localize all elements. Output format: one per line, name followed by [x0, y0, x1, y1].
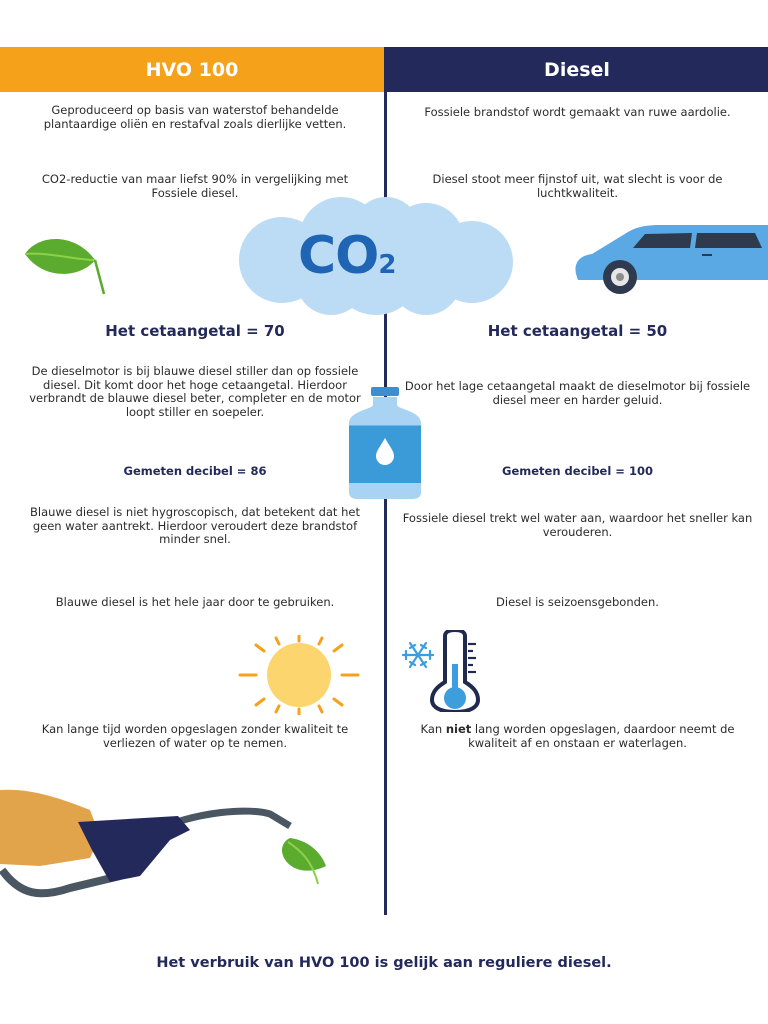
hvo-production-text: Geproduceerd op basis van waterstof behandelde plantaardige oliën en restafval zoals dierlijke vetten.: [43, 103, 347, 131]
header-hvo100: [0, 47, 384, 92]
car-icon: [570, 222, 768, 294]
hvo-co2-text: CO2-reductie van maar liefst 90% in vergelijking met Fossiele diesel.: [41, 172, 349, 200]
diesel-storage-emphasis: niet: [445, 722, 472, 736]
hvo-hygroscopic-text: Blauwe diesel is niet hygroscopisch, dat betekent dat het geen water aantrekt. Hierdoor veroudert deze brandstof minder snel.: [30, 505, 360, 547]
diesel-engine-text: Door het lage cetaangetal maakt de dieselmotor bij fossiele diesel meer en harder geluid.: [404, 379, 751, 407]
fuel-nozzle-icon: [0, 780, 340, 910]
diesel-decibel-label: Gemeten decibel = 100: [502, 464, 653, 478]
hvo-cetane-heading: Het cetaangetal = 70: [105, 322, 285, 340]
diesel-cetane-heading: Het cetaangetal = 50: [487, 322, 668, 340]
co2-label: [298, 226, 396, 286]
leaf-icon: [20, 232, 110, 297]
water-bottle-icon: [345, 385, 425, 500]
diesel-storage-post: lang worden opgeslagen, daardoor neemt de kwaliteit af en onstaan er waterlagen.: [468, 722, 735, 750]
hvo-engine-text: De dieselmotor is bij blauwe diesel stiller dan op fossiele diesel. Dit komt door het hoge cetaangetal. Hierdoor verbrandt de blauwe diesel beter, completer en de motor loopt stiller en soepeler.: [29, 364, 361, 419]
diesel-emission-text: Diesel stoot meer fijnstof uit, wat slecht is voor de luchtkwaliteit.: [432, 172, 723, 200]
diesel-storage-text: [400, 723, 755, 750]
diesel-production-text: Fossiele brandstof wordt gemaakt van ruwe aardolie.: [424, 105, 731, 119]
diesel-season-text: Diesel is seizoensgebonden.: [496, 595, 659, 609]
diesel-storage-pre: Kan: [420, 722, 446, 736]
diesel-hygroscopic-text: Fossiele diesel trekt wel water aan, waardoor het sneller kan verouderen.: [402, 511, 753, 539]
co2-main: CO: [298, 226, 379, 286]
co2-subscript: 2: [378, 250, 397, 280]
header-hvo100-label: HVO 100: [145, 58, 239, 81]
sun-icon: [238, 635, 360, 715]
hvo-storage-text: Kan lange tijd worden opgeslagen zonder kwaliteit te verliezen of water op te nemen.: [41, 722, 349, 750]
header-diesel-label: Diesel: [544, 58, 610, 81]
hvo-decibel-label: Gemeten decibel = 86: [123, 464, 267, 478]
footer-statement: Het verbruik van HVO 100 is gelijk aan reguliere diesel.: [156, 955, 612, 971]
thermometer-icon: [428, 630, 486, 712]
hvo-season-text: Blauwe diesel is het hele jaar door te gebruiken.: [55, 595, 335, 609]
header-diesel: [386, 47, 768, 92]
